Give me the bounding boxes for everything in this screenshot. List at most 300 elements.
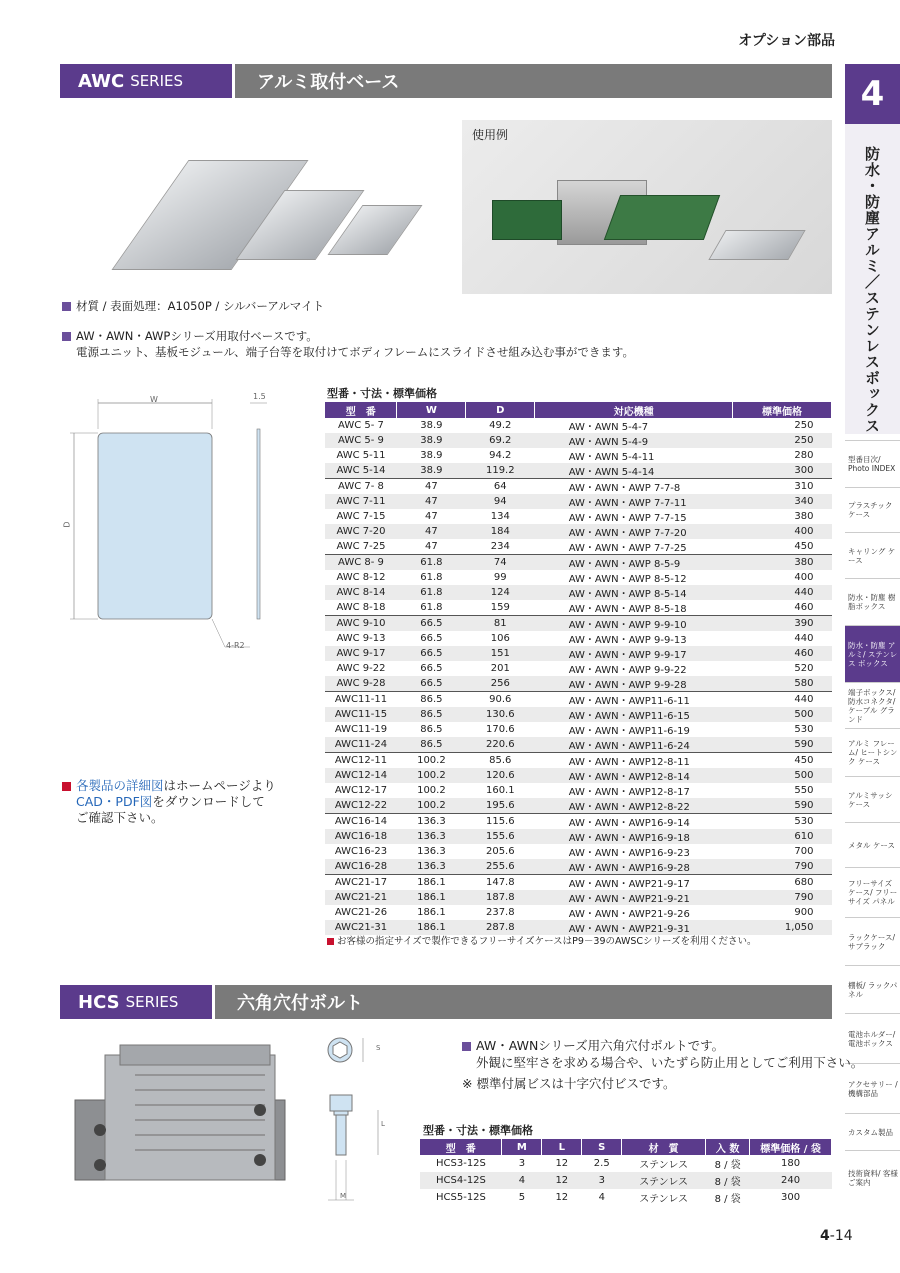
awc-product-photo bbox=[60, 110, 450, 290]
table-cell: AW・AWN・AWP 9-9-22 bbox=[568, 665, 687, 676]
usage-board-center bbox=[604, 195, 720, 240]
hcs-series-suffix: SERIES bbox=[125, 993, 179, 1011]
table-cell: 184 bbox=[466, 524, 535, 539]
table-cell: AW・AWN・AWP 7-7-20 bbox=[535, 524, 733, 539]
table-row bbox=[325, 798, 832, 814]
hcs-series-tag bbox=[60, 985, 212, 1019]
table-cell: 47 bbox=[397, 494, 466, 509]
table-cell: 590 bbox=[733, 737, 832, 753]
table-cell: 85.6 bbox=[466, 753, 535, 769]
side-nav-item[interactable]: カスタム製品 bbox=[845, 1113, 900, 1150]
table-cell: AW・AWN・AWP 8-5-14 bbox=[535, 585, 733, 600]
table-cell: 440 bbox=[733, 585, 832, 600]
table-cell: AWC12-11 bbox=[325, 753, 397, 769]
table-cell: 530 bbox=[733, 814, 832, 830]
table-cell: AWC 7- 8 bbox=[325, 479, 397, 495]
table-cell: 460 bbox=[794, 602, 814, 613]
table-cell: 38.9 bbox=[397, 433, 466, 448]
table-cell: AW・AWN・AWP 7-7-8 bbox=[535, 479, 733, 495]
table-cell: AW・AWN・AWP16-9-14 bbox=[535, 814, 733, 830]
table-cell: 61.8 bbox=[397, 585, 466, 600]
hcs-product-photo bbox=[65, 1035, 295, 1210]
table-cell: 124 bbox=[466, 585, 535, 600]
table-cell: AWC 7-25 bbox=[336, 541, 386, 552]
side-nav-item[interactable]: ラックケース/ サブラック bbox=[845, 917, 900, 965]
table-cell: 3 bbox=[582, 1172, 622, 1189]
awc-series-suffix: SERIES bbox=[130, 72, 184, 90]
table-cell: 255.6 bbox=[466, 859, 535, 875]
table-cell: 94 bbox=[466, 494, 535, 509]
table-cell: 49.2 bbox=[489, 420, 512, 431]
table-cell: 300 bbox=[781, 1192, 801, 1203]
table-cell: 134 bbox=[490, 511, 510, 522]
table-cell: 900 bbox=[794, 907, 814, 918]
table-cell: 64 bbox=[466, 479, 535, 495]
page-number: 4-14 bbox=[820, 1228, 853, 1244]
awc-title: アルミ取付ベース bbox=[232, 64, 399, 98]
table-cell: 130.6 bbox=[466, 707, 535, 722]
hcs-description: AW・AWNシリーズ用六角穴付ボルトです。 外観に堅牢さを求める場合や、いたずら防止用としてご利用下さい。 ※ 標準付属ビスは十字穴付ビスです。 bbox=[462, 1038, 864, 1091]
table-cell: AWC11-24 bbox=[325, 737, 397, 753]
table-row bbox=[325, 753, 832, 769]
table-cell: HCS3-12S bbox=[436, 1158, 486, 1169]
table-cell: AWC21-21 bbox=[325, 890, 397, 905]
table-cell: AW・AWN・AWP16-9-28 bbox=[535, 859, 733, 875]
table-cell: 400 bbox=[794, 572, 814, 583]
table-cell: AW・AWN・AWP 9-9-10 bbox=[535, 616, 733, 632]
table-row bbox=[325, 600, 832, 616]
table-cell: 12 bbox=[542, 1172, 582, 1189]
usage-plate bbox=[708, 230, 805, 260]
table-cell: AWC16-28 bbox=[325, 859, 397, 875]
table-cell: ステンレス bbox=[639, 1160, 689, 1171]
dim-r-label: 4-R2 bbox=[226, 641, 245, 650]
table-cell: 160.1 bbox=[485, 785, 515, 796]
table-cell: AW・AWN 5-4-14 bbox=[535, 463, 733, 479]
hcs-table-header: L bbox=[542, 1139, 582, 1155]
table-cell: 100.2 bbox=[397, 768, 466, 783]
table-cell: 100.2 bbox=[397, 798, 466, 814]
table-cell: 500 bbox=[733, 707, 832, 722]
table-cell: AWC16-18 bbox=[325, 829, 397, 844]
side-nav-item[interactable]: 技術資料/ 客様ご案内 bbox=[845, 1150, 900, 1205]
table-cell: 530 bbox=[794, 724, 814, 735]
awc-table-header: 標準価格 bbox=[733, 402, 832, 418]
table-cell: AWC 9-17 bbox=[325, 646, 397, 661]
table-cell: 61.8 bbox=[420, 602, 443, 613]
table-cell: AWC 5-11 bbox=[336, 450, 386, 461]
table-row bbox=[325, 570, 832, 585]
table-row bbox=[325, 722, 832, 737]
table-cell: 400 bbox=[733, 524, 832, 539]
table-cell: AW・AWN 5-4-11 bbox=[568, 452, 655, 463]
table-cell: 151 bbox=[466, 646, 535, 661]
table-cell: 440 bbox=[794, 633, 814, 644]
side-nav-item[interactable]: キャリング ケース bbox=[845, 532, 900, 578]
table-cell: AWC16-23 bbox=[334, 846, 388, 857]
table-cell: 66.5 bbox=[397, 616, 466, 632]
table-cell: 205.6 bbox=[485, 846, 515, 857]
table-cell: 38.9 bbox=[397, 463, 466, 479]
table-cell: AW・AWN・AWP11-6-15 bbox=[535, 707, 733, 722]
table-cell: AW・AWN・AWP12-8-17 bbox=[568, 787, 690, 798]
table-cell: AW・AWN・AWP12-8-14 bbox=[535, 768, 733, 783]
table-cell: ステンレス bbox=[622, 1172, 706, 1189]
table-cell: 66.5 bbox=[397, 676, 466, 692]
table-cell: 94.2 bbox=[489, 450, 512, 461]
table-cell: 100.2 bbox=[397, 753, 466, 769]
awc-series-bar bbox=[60, 64, 832, 98]
table-cell: AW・AWN・AWP16-9-18 bbox=[535, 829, 733, 844]
table-cell: AWC12-22 bbox=[325, 798, 397, 814]
table-row bbox=[325, 539, 832, 555]
table-cell: AWC11-15 bbox=[325, 707, 397, 722]
table-cell: AWC 7-11 bbox=[325, 494, 397, 509]
table-cell: AW・AWN 5-4-9 bbox=[535, 433, 733, 448]
table-cell: 287.8 bbox=[466, 920, 535, 935]
awc-table-header: 対応機種 bbox=[535, 402, 733, 418]
table-row bbox=[325, 616, 832, 632]
table-cell: AW・AWN・AWP16-9-23 bbox=[568, 848, 690, 859]
table-cell: AW・AWN・AWP 7-7-15 bbox=[568, 513, 687, 524]
table-row bbox=[325, 905, 832, 920]
table-cell: AWC12-14 bbox=[325, 768, 397, 783]
table-cell: 460 bbox=[733, 646, 832, 661]
table-cell: AW・AWN・AWP11-6-11 bbox=[535, 692, 733, 708]
dim-s-label: S bbox=[376, 1044, 381, 1052]
side-nav-item[interactable]: メタル ケース bbox=[845, 822, 900, 867]
table-cell: 69.2 bbox=[466, 433, 535, 448]
table-row bbox=[325, 463, 832, 479]
table-cell: AW・AWN・AWP 8-5-18 bbox=[568, 604, 687, 615]
table-cell: AWC 7-20 bbox=[325, 524, 397, 539]
side-nav-item[interactable]: 防水・防塵 樹脂ボックス bbox=[845, 578, 900, 625]
table-cell: 100.2 bbox=[417, 785, 446, 796]
bullet-icon bbox=[327, 938, 334, 945]
table-cell: 186.1 bbox=[397, 875, 466, 891]
table-row bbox=[325, 494, 832, 509]
table-cell: 115.6 bbox=[466, 814, 535, 830]
table-cell: 136.3 bbox=[417, 846, 446, 857]
table-row bbox=[325, 524, 832, 539]
download-note: 各製品の詳細図はホームページより CAD・PDF図をダウンロードして ご確認下さい。 bbox=[62, 778, 276, 826]
table-cell: AWC 9-22 bbox=[336, 663, 386, 674]
hcs-table-title: 型番・寸法・標準価格 bbox=[423, 1124, 533, 1137]
table-cell: AW・AWN・AWP21-9-26 bbox=[568, 909, 690, 920]
table-cell: AWC 9-10 bbox=[325, 616, 397, 632]
hcs-table-header: 材 質 bbox=[622, 1139, 706, 1155]
table-cell: HCS5-12S bbox=[436, 1192, 486, 1203]
table-cell: 450 bbox=[794, 541, 814, 552]
dim-d-label: D bbox=[62, 521, 72, 528]
table-cell: 300 bbox=[733, 463, 832, 479]
table-cell: AWC21-31 bbox=[325, 920, 397, 935]
table-row bbox=[325, 707, 832, 722]
table-cell: 340 bbox=[733, 494, 832, 509]
table-cell: 66.5 bbox=[397, 646, 466, 661]
detail-link[interactable]: 各製品の詳細図 bbox=[76, 778, 164, 793]
awc-material: 材質 / 表面処理：A1050P / シルバーアルマイト bbox=[62, 298, 324, 314]
table-row bbox=[420, 1189, 832, 1206]
table-cell: 440 bbox=[733, 692, 832, 708]
table-row bbox=[325, 737, 832, 753]
hcs-spec-table bbox=[420, 1139, 832, 1206]
awc-table-header: W bbox=[397, 402, 466, 418]
side-nav-item[interactable]: 電池ホルダー/ 電池ボックス bbox=[845, 1013, 900, 1063]
bullet-icon bbox=[62, 782, 71, 791]
table-cell: 86.5 bbox=[420, 724, 443, 735]
table-cell: 201 bbox=[490, 663, 510, 674]
awc-series-tag bbox=[60, 64, 232, 98]
table-row bbox=[325, 631, 832, 646]
table-cell: 66.5 bbox=[420, 633, 443, 644]
cad-pdf-link[interactable]: CAD・PDF図 bbox=[76, 794, 153, 809]
table-row bbox=[420, 1155, 832, 1172]
table-cell: 120.6 bbox=[466, 768, 535, 783]
table-cell: HCS4-12S bbox=[420, 1172, 502, 1189]
side-nav-item[interactable]: プラスチック ケース bbox=[845, 487, 900, 532]
table-cell: AWC21-17 bbox=[325, 875, 397, 891]
dim-m-label: M bbox=[340, 1192, 347, 1200]
table-cell: AW・AWN・AWP21-9-31 bbox=[535, 920, 733, 935]
table-cell: 99 bbox=[493, 572, 507, 583]
table-cell: 47 bbox=[397, 479, 466, 495]
table-cell: 186.1 bbox=[417, 907, 446, 918]
table-cell: 90.6 bbox=[466, 692, 535, 708]
table-cell: 5 bbox=[518, 1192, 526, 1203]
page-category: オプション部品 bbox=[738, 33, 835, 49]
usage-label: 使用例 bbox=[472, 128, 509, 142]
hcs-table-header: 標準価格 / 袋 bbox=[750, 1139, 832, 1155]
table-cell: AW・AWN・AWP 8-5-9 bbox=[535, 555, 733, 571]
table-cell: 450 bbox=[733, 753, 832, 769]
table-cell: AW・AWN・AWP 8-5-12 bbox=[568, 574, 687, 585]
table-cell: 180 bbox=[781, 1158, 801, 1169]
side-nav-item[interactable]: アルミ フレーム/ ヒートシンク ケース bbox=[845, 728, 900, 776]
table-cell: AW・AWN・AWP12-8-22 bbox=[535, 798, 733, 814]
table-row bbox=[325, 875, 832, 891]
table-cell: 700 bbox=[794, 846, 814, 857]
table-cell: 220.6 bbox=[466, 737, 535, 753]
table-cell: 250 bbox=[733, 433, 832, 448]
side-nav-item[interactable]: フリーサイズ ケース/ フリーサイズ パネル bbox=[845, 867, 900, 917]
table-cell: 38.9 bbox=[420, 420, 443, 431]
table-cell: 390 bbox=[733, 616, 832, 632]
table-row bbox=[325, 676, 832, 692]
dim-w-label: W bbox=[150, 395, 158, 404]
table-cell: AWC 5- 9 bbox=[325, 433, 397, 448]
table-cell: 12 bbox=[555, 1158, 569, 1169]
table-cell: 136.3 bbox=[397, 814, 466, 830]
awc-note: お客様の指定サイズで製作できるフリーサイズケースはP9－39のAWSCシリーズを利用ください。 bbox=[327, 933, 757, 947]
table-cell: 147.8 bbox=[466, 875, 535, 891]
table-cell: AW・AWN・AWP 7-7-11 bbox=[535, 494, 733, 509]
table-cell: AWC 9-28 bbox=[325, 676, 397, 692]
table-cell: AW・AWN・AWP21-9-17 bbox=[535, 875, 733, 891]
table-cell: 159 bbox=[490, 602, 510, 613]
table-cell: 380 bbox=[794, 511, 814, 522]
table-cell: 3 bbox=[518, 1158, 526, 1169]
table-cell: ステンレス bbox=[639, 1194, 689, 1205]
table-cell: AWC 9-13 bbox=[336, 633, 386, 644]
table-cell: 170.6 bbox=[485, 724, 515, 735]
side-nav-item[interactable]: 防水・防塵 アルミ/ ステンレス ボックス bbox=[845, 625, 900, 682]
table-cell: 12 bbox=[555, 1192, 569, 1203]
table-cell: 310 bbox=[733, 479, 832, 495]
table-cell: 81 bbox=[466, 616, 535, 632]
table-cell: 74 bbox=[466, 555, 535, 571]
table-cell: 47 bbox=[397, 524, 466, 539]
chapter-title-panel bbox=[845, 124, 900, 434]
table-cell: AW・AWN 5-4-7 bbox=[568, 422, 649, 433]
hcs-table-header: S bbox=[582, 1139, 622, 1155]
chapter-number: 4 bbox=[845, 64, 900, 124]
table-row bbox=[325, 844, 832, 859]
table-cell: AW・AWN・AWP21-9-21 bbox=[535, 890, 733, 905]
table-cell: 380 bbox=[733, 555, 832, 571]
hcs-series-bar bbox=[60, 985, 832, 1019]
table-cell: 119.2 bbox=[466, 463, 535, 479]
table-cell: 86.5 bbox=[397, 692, 466, 708]
bullet-icon bbox=[62, 332, 71, 341]
table-cell: 195.6 bbox=[466, 798, 535, 814]
table-cell: AW・AWN・AWP 7-7-25 bbox=[568, 543, 687, 554]
table-cell: 580 bbox=[733, 676, 832, 692]
table-cell: AW・AWN・AWP 9-9-28 bbox=[535, 676, 733, 692]
awc-table-title: 型番・寸法・標準価格 bbox=[327, 387, 437, 400]
hcs-title: 六角穴付ボルト bbox=[212, 985, 363, 1019]
table-cell: 8 / 袋 bbox=[714, 1194, 741, 1205]
table-cell: AWC 8- 9 bbox=[325, 555, 397, 571]
table-cell: 680 bbox=[733, 875, 832, 891]
table-cell: AWC 5-14 bbox=[325, 463, 397, 479]
side-nav-item[interactable]: 型番目次/ Photo INDEX bbox=[845, 440, 900, 487]
table-row bbox=[325, 448, 832, 463]
table-cell: 186.1 bbox=[397, 890, 466, 905]
side-nav-item[interactable]: アクセサリー /機構部品 bbox=[845, 1063, 900, 1113]
table-cell: AWC 5- 7 bbox=[338, 420, 384, 431]
hcs-series-name: HCS bbox=[78, 991, 120, 1013]
table-cell: 237.8 bbox=[485, 907, 515, 918]
table-cell: AWC12-17 bbox=[334, 785, 388, 796]
table-cell: AWC 8-14 bbox=[325, 585, 397, 600]
table-cell: AWC21-26 bbox=[334, 907, 388, 918]
table-cell: 550 bbox=[794, 785, 814, 796]
awc-description: AW・AWN・AWPシリーズ用取付ベースです。 電源ユニット、基板モジュール、端子台等を取付けてボディフレームにスライドさせ組み込む事ができます。 bbox=[62, 328, 634, 360]
table-cell: 610 bbox=[733, 829, 832, 844]
table-cell: 1,050 bbox=[733, 920, 832, 935]
table-row bbox=[325, 661, 832, 676]
table-cell: 186.1 bbox=[397, 920, 466, 935]
table-row bbox=[325, 890, 832, 905]
hcs-table-header: 型 番 bbox=[420, 1139, 502, 1155]
table-cell: AW・AWN・AWP 9-9-17 bbox=[535, 646, 733, 661]
table-cell: 47 bbox=[425, 511, 438, 522]
table-row bbox=[325, 768, 832, 783]
table-cell: AWC 8-18 bbox=[336, 602, 386, 613]
table-cell: 38.9 bbox=[420, 450, 443, 461]
table-cell: 136.3 bbox=[397, 859, 466, 875]
awc-dimension-drawing bbox=[60, 385, 280, 665]
table-cell: 106 bbox=[490, 633, 510, 644]
table-cell: 61.8 bbox=[397, 555, 466, 571]
table-cell: 250 bbox=[794, 420, 814, 431]
table-cell: 280 bbox=[794, 450, 814, 461]
table-cell: 240 bbox=[750, 1172, 832, 1189]
table-cell: 47 bbox=[425, 541, 438, 552]
table-cell: AW・AWN・AWP11-6-24 bbox=[535, 737, 733, 753]
table-cell: 86.5 bbox=[397, 707, 466, 722]
table-cell: 86.5 bbox=[397, 737, 466, 753]
table-cell: 234 bbox=[490, 541, 510, 552]
table-cell: AWC 8-12 bbox=[336, 572, 386, 583]
table-row bbox=[325, 585, 832, 600]
table-cell: 187.8 bbox=[466, 890, 535, 905]
table-row bbox=[325, 646, 832, 661]
hcs-table-header: M bbox=[502, 1139, 542, 1155]
table-row bbox=[325, 783, 832, 798]
table-row bbox=[325, 555, 832, 571]
table-row bbox=[420, 1172, 832, 1189]
table-cell: AWC11-19 bbox=[334, 724, 388, 735]
dim-l-label: L bbox=[381, 1120, 385, 1128]
table-row bbox=[325, 479, 832, 495]
table-row bbox=[325, 829, 832, 844]
table-row bbox=[325, 418, 832, 433]
table-cell: 2.5 bbox=[593, 1158, 610, 1169]
table-row bbox=[325, 859, 832, 875]
table-cell: 8 / 袋 bbox=[714, 1160, 741, 1171]
table-cell: 790 bbox=[733, 859, 832, 875]
awc-usage-photo bbox=[462, 120, 832, 294]
dim-t-label: 1.5 bbox=[253, 392, 266, 401]
table-cell: 520 bbox=[794, 663, 814, 674]
table-cell: 4 bbox=[502, 1172, 542, 1189]
table-cell: AW・AWN・AWP 9-9-13 bbox=[568, 635, 687, 646]
side-nav-item[interactable]: アルミサッシ ケース bbox=[845, 776, 900, 822]
awc-series-name: AWC bbox=[78, 70, 125, 92]
table-cell: AW・AWN・AWP11-6-19 bbox=[568, 726, 690, 737]
table-cell: 256 bbox=[466, 676, 535, 692]
table-row bbox=[325, 509, 832, 524]
table-cell: 500 bbox=[733, 768, 832, 783]
awc-table-header: D bbox=[466, 402, 535, 418]
table-cell: 8 / 袋 bbox=[706, 1172, 750, 1189]
table-cell: 61.8 bbox=[420, 572, 443, 583]
table-cell: 155.6 bbox=[466, 829, 535, 844]
bullet-icon bbox=[62, 302, 71, 311]
table-cell: AWC 7-15 bbox=[336, 511, 386, 522]
table-row bbox=[325, 814, 832, 830]
bullet-icon bbox=[462, 1042, 471, 1051]
table-cell: 66.5 bbox=[420, 663, 443, 674]
awc-table-header: 型 番 bbox=[325, 402, 397, 418]
table-cell: 590 bbox=[733, 798, 832, 814]
usage-board-left bbox=[492, 200, 562, 240]
hcs-table-header: 入 数 bbox=[706, 1139, 750, 1155]
side-nav-item[interactable]: 端子ボックス/ 防水コネクタ/ ケーブル グランド bbox=[845, 682, 900, 728]
table-cell: 790 bbox=[733, 890, 832, 905]
table-cell: 4 bbox=[598, 1192, 605, 1203]
table-row bbox=[325, 433, 832, 448]
table-cell: AWC16-14 bbox=[325, 814, 397, 830]
table-cell: AW・AWN・AWP12-8-11 bbox=[535, 753, 733, 769]
awc-spec-table bbox=[325, 402, 832, 935]
table-cell: AWC11-11 bbox=[325, 692, 397, 708]
side-nav-item[interactable]: 棚板/ ラックパネル bbox=[845, 965, 900, 1013]
chapter-title: 防水・防塵アルミ／ステンレスボックス bbox=[863, 146, 881, 434]
table-cell: 136.3 bbox=[397, 829, 466, 844]
